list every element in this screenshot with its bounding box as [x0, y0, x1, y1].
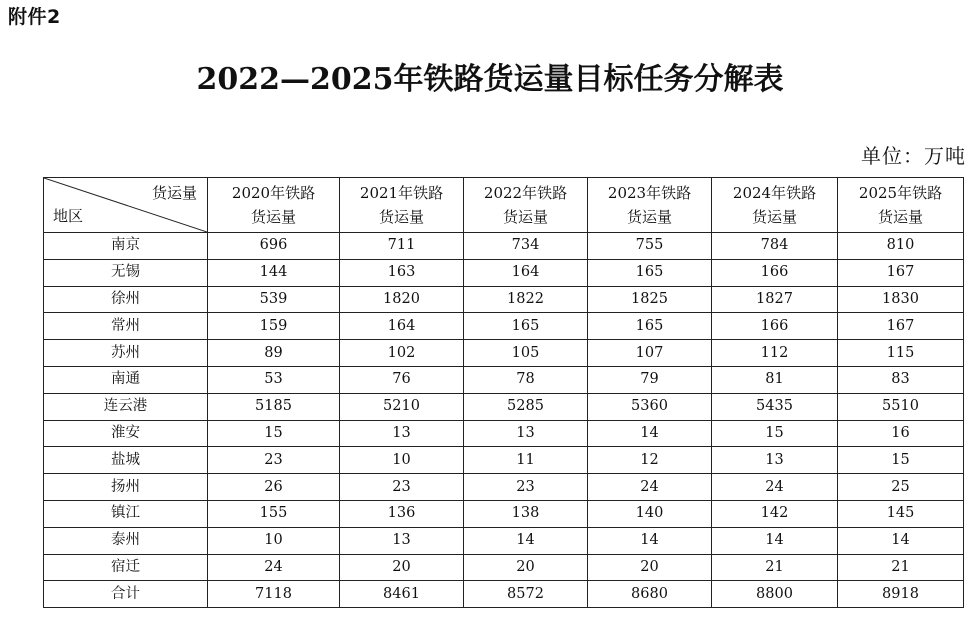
region-cell: 扬州	[44, 474, 208, 501]
total-value-cell: 7118	[208, 581, 340, 608]
total-label-cell: 合计	[44, 581, 208, 608]
value-cell: 105	[464, 340, 588, 367]
value-cell: 13	[340, 527, 464, 554]
region-cell: 徐州	[44, 286, 208, 313]
column-header	[588, 178, 712, 233]
table-row	[44, 474, 964, 501]
value-cell: 711	[340, 233, 464, 260]
value-cell: 107	[588, 340, 712, 367]
value-cell: 10	[208, 527, 340, 554]
corner-row-label: 地区	[53, 207, 84, 225]
column-header-year: 2025年铁路	[858, 184, 943, 202]
region-cell: 镇江	[44, 500, 208, 527]
column-header-year: 2024年铁路	[732, 184, 817, 202]
region-cell: 盐城	[44, 447, 208, 474]
column-header	[838, 178, 964, 233]
value-cell: 23	[464, 474, 588, 501]
total-value-cell: 8572	[464, 581, 588, 608]
value-cell: 23	[340, 474, 464, 501]
value-cell: 25	[838, 474, 964, 501]
value-cell: 20	[588, 554, 712, 581]
region-cell: 宿迁	[44, 554, 208, 581]
value-cell: 539	[208, 286, 340, 313]
value-cell: 136	[340, 500, 464, 527]
freight-target-table	[43, 177, 964, 608]
value-cell: 23	[208, 447, 340, 474]
value-cell: 26	[208, 474, 340, 501]
table-row	[44, 366, 964, 393]
corner-column-label: 货运量	[151, 184, 197, 202]
value-cell: 14	[712, 527, 838, 554]
table-row	[44, 554, 964, 581]
value-cell: 166	[712, 259, 838, 286]
total-value-cell: 8918	[838, 581, 964, 608]
value-cell: 5510	[838, 393, 964, 420]
region-cell: 连云港	[44, 393, 208, 420]
region-cell: 淮安	[44, 420, 208, 447]
value-cell: 155	[208, 500, 340, 527]
table-row	[44, 500, 964, 527]
value-cell: 14	[464, 527, 588, 554]
table-row	[44, 447, 964, 474]
table-row	[44, 259, 964, 286]
table-row	[44, 313, 964, 340]
column-header	[340, 178, 464, 233]
value-cell: 53	[208, 366, 340, 393]
value-cell: 165	[588, 259, 712, 286]
region-cell: 苏州	[44, 340, 208, 367]
value-cell: 167	[838, 313, 964, 340]
value-cell: 102	[340, 340, 464, 367]
value-cell: 15	[712, 420, 838, 447]
value-cell: 1822	[464, 286, 588, 313]
value-cell: 13	[340, 420, 464, 447]
column-header-metric: 货运量	[877, 208, 923, 226]
value-cell: 10	[340, 447, 464, 474]
value-cell: 166	[712, 313, 838, 340]
corner-header-cell	[44, 178, 208, 233]
value-cell: 24	[712, 474, 838, 501]
value-cell: 112	[712, 340, 838, 367]
value-cell: 14	[838, 527, 964, 554]
value-cell: 24	[588, 474, 712, 501]
region-cell: 常州	[44, 313, 208, 340]
value-cell: 15	[838, 447, 964, 474]
value-cell: 755	[588, 233, 712, 260]
document-title: 2022—2025年铁路货运量目标任务分解表	[196, 62, 784, 97]
value-cell: 1827	[712, 286, 838, 313]
value-cell: 76	[340, 366, 464, 393]
value-cell: 784	[712, 233, 838, 260]
value-cell: 145	[838, 500, 964, 527]
value-cell: 81	[712, 366, 838, 393]
region-cell: 无锡	[44, 259, 208, 286]
value-cell: 13	[712, 447, 838, 474]
value-cell: 165	[588, 313, 712, 340]
value-cell: 14	[588, 527, 712, 554]
value-cell: 15	[208, 420, 340, 447]
attachment-label: 附件2	[8, 6, 61, 28]
value-cell: 138	[464, 500, 588, 527]
value-cell: 163	[340, 259, 464, 286]
value-cell: 13	[464, 420, 588, 447]
column-header-year: 2022年铁路	[483, 184, 568, 202]
value-cell: 21	[838, 554, 964, 581]
column-header	[208, 178, 340, 233]
value-cell: 20	[464, 554, 588, 581]
column-header-metric: 货运量	[250, 208, 296, 226]
column-header	[464, 178, 588, 233]
value-cell: 5360	[588, 393, 712, 420]
value-cell: 14	[588, 420, 712, 447]
value-cell: 5435	[712, 393, 838, 420]
value-cell: 115	[838, 340, 964, 367]
table-row	[44, 527, 964, 554]
value-cell: 140	[588, 500, 712, 527]
value-cell: 1820	[340, 286, 464, 313]
value-cell: 167	[838, 259, 964, 286]
value-cell: 12	[588, 447, 712, 474]
value-cell: 5185	[208, 393, 340, 420]
value-cell: 24	[208, 554, 340, 581]
column-header-year: 2023年铁路	[607, 184, 692, 202]
table-header-row	[44, 178, 964, 233]
value-cell: 810	[838, 233, 964, 260]
column-header-metric: 货运量	[378, 208, 424, 226]
table-row	[44, 393, 964, 420]
region-cell: 南通	[44, 366, 208, 393]
total-value-cell: 8461	[340, 581, 464, 608]
unit-label: 单位：万吨	[861, 144, 966, 168]
total-value-cell: 8680	[588, 581, 712, 608]
region-cell: 南京	[44, 233, 208, 260]
column-header-year: 2020年铁路	[231, 184, 316, 202]
region-cell: 泰州	[44, 527, 208, 554]
value-cell: 5210	[340, 393, 464, 420]
value-cell: 159	[208, 313, 340, 340]
value-cell: 5285	[464, 393, 588, 420]
value-cell: 79	[588, 366, 712, 393]
column-header	[712, 178, 838, 233]
table-row	[44, 233, 964, 260]
table-row	[44, 340, 964, 367]
value-cell: 16	[838, 420, 964, 447]
value-cell: 1825	[588, 286, 712, 313]
value-cell: 1830	[838, 286, 964, 313]
total-row	[44, 581, 964, 608]
value-cell: 21	[712, 554, 838, 581]
value-cell: 696	[208, 233, 340, 260]
value-cell: 164	[464, 259, 588, 286]
value-cell: 164	[340, 313, 464, 340]
value-cell: 734	[464, 233, 588, 260]
value-cell: 165	[464, 313, 588, 340]
value-cell: 144	[208, 259, 340, 286]
value-cell: 83	[838, 366, 964, 393]
total-value-cell: 8800	[712, 581, 838, 608]
column-header-metric: 货运量	[502, 208, 548, 226]
column-header-metric: 货运量	[626, 208, 672, 226]
value-cell: 142	[712, 500, 838, 527]
column-header-metric: 货运量	[751, 208, 797, 226]
value-cell: 20	[340, 554, 464, 581]
value-cell: 89	[208, 340, 340, 367]
table-row	[44, 420, 964, 447]
table-row	[44, 286, 964, 313]
value-cell: 11	[464, 447, 588, 474]
value-cell: 78	[464, 366, 588, 393]
column-header-year: 2021年铁路	[359, 184, 444, 202]
